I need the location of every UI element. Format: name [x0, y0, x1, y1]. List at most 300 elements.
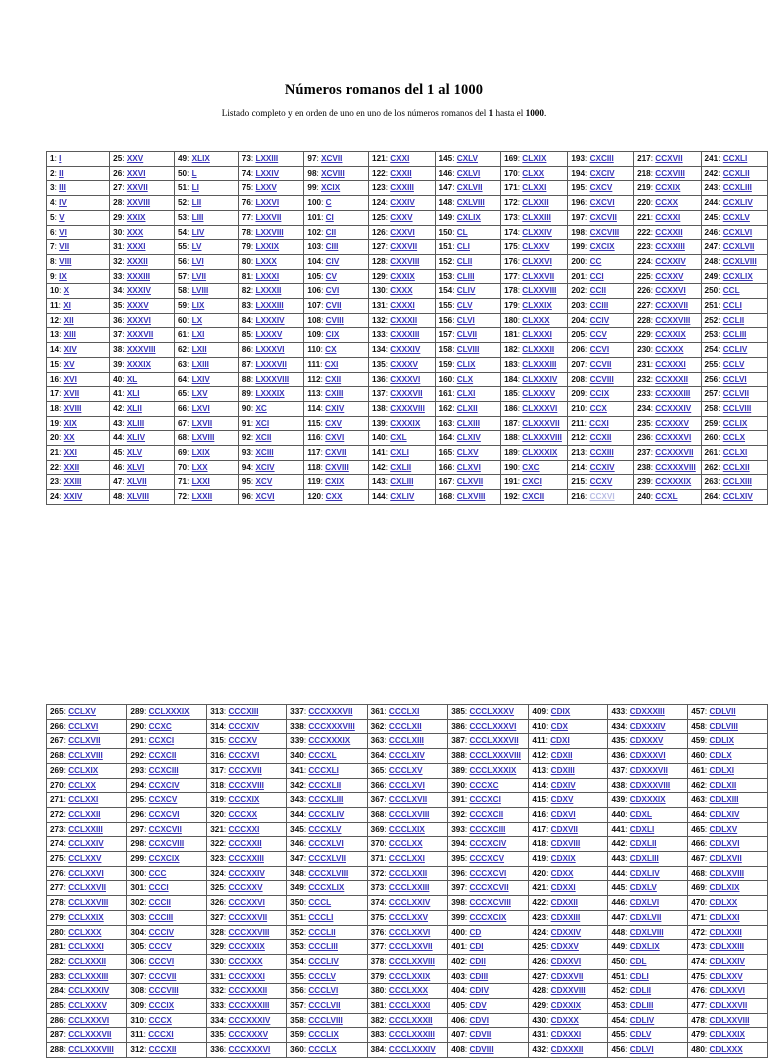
- roman-numeral-link[interactable]: CCCXX: [228, 809, 258, 819]
- roman-numeral-link[interactable]: XXIX: [126, 212, 146, 222]
- roman-numeral-link[interactable]: CCCLV: [308, 971, 336, 981]
- roman-numeral-link[interactable]: LXXXIII: [255, 301, 284, 311]
- roman-numeral-link[interactable]: CCLXIV: [722, 492, 753, 502]
- roman-numeral-link[interactable]: LXVII: [191, 418, 213, 428]
- roman-numeral-link[interactable]: CCCLIV: [308, 956, 339, 966]
- roman-numeral-link[interactable]: CLXXXV: [522, 389, 556, 399]
- roman-numeral-link[interactable]: CCCLXXIV: [388, 898, 431, 908]
- roman-numeral-link[interactable]: CIII: [325, 242, 339, 252]
- roman-numeral-link[interactable]: CXXV: [390, 212, 413, 222]
- roman-numeral-link[interactable]: XCV: [255, 477, 273, 487]
- roman-numeral-link[interactable]: CCCLXVI: [388, 780, 425, 790]
- roman-numeral-link[interactable]: CCLXXV: [68, 854, 102, 864]
- roman-numeral-link[interactable]: CDLXI: [709, 765, 735, 775]
- roman-numeral-link[interactable]: CCCXIV: [228, 721, 260, 731]
- roman-numeral-link[interactable]: CDXLV: [629, 883, 657, 893]
- roman-numeral-link[interactable]: CCLXII: [722, 462, 750, 472]
- roman-numeral-link[interactable]: CCCLXXXVII: [469, 736, 519, 746]
- roman-numeral-link[interactable]: CCXXVIII: [655, 315, 691, 325]
- roman-numeral-link[interactable]: CCCLXXVIII: [388, 956, 435, 966]
- roman-numeral-link[interactable]: CCCXXIV: [228, 868, 265, 878]
- roman-numeral-link[interactable]: LVII: [191, 271, 207, 281]
- roman-numeral-link[interactable]: CDXI: [550, 736, 570, 746]
- roman-numeral-link[interactable]: CCCLXXX: [388, 986, 429, 996]
- roman-numeral-link[interactable]: CCXCV: [148, 795, 178, 805]
- roman-numeral-link[interactable]: CCXVI: [589, 492, 615, 502]
- roman-numeral-link[interactable]: LI: [191, 183, 199, 193]
- roman-numeral-link[interactable]: XXXIV: [126, 286, 151, 296]
- roman-numeral-link[interactable]: CCCXCIV: [469, 839, 507, 849]
- roman-numeral-link[interactable]: XIII: [63, 330, 76, 340]
- roman-numeral-link[interactable]: CCXLI: [722, 154, 748, 163]
- roman-numeral-link[interactable]: CCXXX: [655, 345, 684, 355]
- roman-numeral-link[interactable]: CXXVI: [390, 227, 415, 237]
- roman-numeral-link[interactable]: CLXIV: [456, 433, 481, 443]
- roman-numeral-link[interactable]: CCXCIII: [148, 765, 179, 775]
- roman-numeral-link[interactable]: CDXXIII: [550, 912, 581, 922]
- roman-numeral-link[interactable]: CCCVI: [148, 956, 175, 966]
- roman-numeral-link[interactable]: CDV: [469, 1001, 487, 1011]
- roman-numeral-link[interactable]: CCLXXIX: [68, 912, 104, 922]
- roman-numeral-link[interactable]: CCCXXVII: [228, 912, 268, 922]
- roman-numeral-link[interactable]: CCCXL: [308, 751, 337, 761]
- roman-numeral-link[interactable]: CCXXXVI: [655, 433, 692, 443]
- roman-numeral-link[interactable]: XCI: [255, 418, 270, 428]
- roman-numeral-link[interactable]: CDLXVII: [709, 854, 742, 864]
- roman-numeral-link[interactable]: CCCXXXIV: [228, 1015, 271, 1025]
- roman-numeral-link[interactable]: CDXXVI: [550, 956, 582, 966]
- roman-numeral-link[interactable]: CCXLVII: [722, 242, 755, 252]
- roman-numeral-link[interactable]: CLXXIX: [522, 301, 552, 311]
- roman-numeral-link[interactable]: CXLIX: [456, 212, 481, 222]
- roman-numeral-link[interactable]: CDLXXX: [709, 1045, 743, 1055]
- roman-numeral-link[interactable]: CDVII: [469, 1030, 492, 1040]
- roman-numeral-link[interactable]: CLXXV: [522, 242, 550, 252]
- roman-numeral-link[interactable]: CCLXIX: [68, 765, 99, 775]
- roman-numeral-link[interactable]: LXI: [191, 330, 205, 340]
- roman-numeral-link[interactable]: CXXXIX: [390, 418, 421, 428]
- roman-numeral-link[interactable]: CCCXVII: [228, 765, 262, 775]
- roman-numeral-link[interactable]: CDLIV: [629, 1015, 655, 1025]
- roman-numeral-link[interactable]: CDXXXIII: [629, 707, 665, 716]
- roman-numeral-link[interactable]: LXX: [191, 462, 208, 472]
- roman-numeral-link[interactable]: CCXCVI: [148, 809, 180, 819]
- roman-numeral-link[interactable]: CDLII: [629, 986, 652, 996]
- roman-numeral-link[interactable]: CCCLIX: [308, 1030, 339, 1040]
- roman-numeral-link[interactable]: XXIV: [63, 492, 83, 502]
- roman-numeral-link[interactable]: CCXLIX: [722, 271, 753, 281]
- roman-numeral-link[interactable]: CXLVI: [456, 168, 481, 178]
- roman-numeral-link[interactable]: CDLV: [629, 1030, 652, 1040]
- roman-numeral-link[interactable]: CCXII: [589, 433, 612, 443]
- roman-numeral-link[interactable]: LXXXIV: [255, 315, 285, 325]
- roman-numeral-link[interactable]: CCCLXXXVIII: [469, 751, 521, 761]
- roman-numeral-link[interactable]: CCCLVI: [308, 986, 339, 996]
- roman-numeral-link[interactable]: CLIX: [456, 359, 476, 369]
- roman-numeral-link[interactable]: CCVIII: [589, 374, 614, 384]
- roman-numeral-link[interactable]: CCLVI: [722, 374, 747, 384]
- roman-numeral-link[interactable]: CDXII: [550, 751, 573, 761]
- roman-numeral-link[interactable]: CCLXV: [68, 707, 96, 716]
- roman-numeral-link[interactable]: CCCXXI: [228, 824, 260, 834]
- roman-numeral-link[interactable]: CCCIII: [148, 912, 174, 922]
- roman-numeral-link[interactable]: CXCVIII: [589, 227, 620, 237]
- roman-numeral-link[interactable]: CDLXXII: [709, 927, 742, 937]
- roman-numeral-link[interactable]: CCXXXIX: [655, 477, 692, 487]
- roman-numeral-link[interactable]: CXXVII: [390, 242, 418, 252]
- roman-numeral-link[interactable]: CCLI: [722, 301, 742, 311]
- roman-numeral-link[interactable]: CDXXV: [550, 942, 579, 952]
- roman-numeral-link[interactable]: CCCXXXVI: [228, 1045, 271, 1055]
- roman-numeral-link[interactable]: CCIII: [589, 301, 609, 311]
- roman-numeral-link[interactable]: XLI: [126, 389, 140, 399]
- roman-numeral-link[interactable]: XXVIII: [126, 198, 151, 208]
- roman-numeral-link[interactable]: CLXXXIV: [522, 374, 558, 384]
- roman-numeral-link[interactable]: CDXXXVI: [629, 751, 666, 761]
- roman-numeral-link[interactable]: CCLXXI: [68, 795, 99, 805]
- roman-numeral-link[interactable]: CCXCII: [148, 751, 177, 761]
- roman-numeral-link[interactable]: CCCXCIX: [469, 912, 507, 922]
- roman-numeral-link[interactable]: XIX: [63, 418, 77, 428]
- roman-numeral-link[interactable]: CLX: [456, 374, 474, 384]
- roman-numeral-link[interactable]: CXXXIII: [390, 330, 420, 340]
- roman-numeral-link[interactable]: CCXL: [655, 492, 678, 502]
- roman-numeral-link[interactable]: CCII: [589, 286, 606, 296]
- roman-numeral-link[interactable]: CDLXXI: [709, 912, 740, 922]
- roman-numeral-link[interactable]: CDX: [550, 721, 568, 731]
- roman-numeral-link[interactable]: CCLXXXII: [68, 956, 106, 966]
- roman-numeral-link[interactable]: XII: [63, 315, 74, 325]
- roman-numeral-link[interactable]: CLXXII: [522, 198, 549, 208]
- roman-numeral-link[interactable]: CXXIII: [390, 183, 414, 193]
- roman-numeral-link[interactable]: XCIX: [321, 183, 341, 193]
- roman-numeral-link[interactable]: CCCXVIII: [228, 780, 264, 790]
- roman-numeral-link[interactable]: CIV: [325, 256, 340, 266]
- roman-numeral-link[interactable]: CDXXXVIII: [629, 780, 671, 790]
- roman-numeral-link[interactable]: CLXXX: [522, 315, 550, 325]
- roman-numeral-link[interactable]: CXXIX: [390, 271, 415, 281]
- roman-numeral-link[interactable]: CXX: [325, 492, 343, 502]
- roman-numeral-link[interactable]: XXVII: [126, 183, 148, 193]
- roman-numeral-link[interactable]: CCCXLIX: [308, 883, 345, 893]
- roman-numeral-link[interactable]: CXIX: [325, 477, 345, 487]
- roman-numeral-link[interactable]: CDIX: [550, 707, 571, 716]
- roman-numeral-link[interactable]: CDVI: [469, 1015, 490, 1025]
- roman-numeral-link[interactable]: CCCXXV: [228, 883, 263, 893]
- roman-numeral-link[interactable]: CCCXCV: [469, 854, 505, 864]
- roman-numeral-link[interactable]: CCLIV: [722, 345, 748, 355]
- roman-numeral-link[interactable]: CXLVII: [456, 183, 483, 193]
- roman-numeral-link[interactable]: XVIII: [63, 403, 82, 413]
- roman-numeral-link[interactable]: CXCI: [522, 477, 542, 487]
- roman-numeral-link[interactable]: XXXI: [126, 242, 146, 252]
- roman-numeral-link[interactable]: CCCXLIII: [308, 795, 344, 805]
- roman-numeral-link[interactable]: CCCLXIX: [388, 824, 425, 834]
- roman-numeral-link[interactable]: CCCXC: [469, 780, 499, 790]
- roman-numeral-link[interactable]: CDXIX: [550, 854, 576, 864]
- roman-numeral-link[interactable]: LXXXVII: [255, 359, 287, 369]
- roman-numeral-link[interactable]: CCCLXV: [388, 765, 423, 775]
- roman-numeral-link[interactable]: CXCIV: [589, 168, 615, 178]
- roman-numeral-link[interactable]: CV: [325, 271, 337, 281]
- roman-numeral-link[interactable]: CCLXXVIII: [68, 898, 109, 908]
- roman-numeral-link[interactable]: XXXII: [126, 256, 148, 266]
- roman-numeral-link[interactable]: CLXXVI: [522, 256, 552, 266]
- roman-numeral-link[interactable]: CCCIV: [148, 927, 175, 937]
- roman-numeral-link[interactable]: CDLXXIV: [709, 956, 745, 966]
- roman-numeral-link[interactable]: LIII: [191, 212, 204, 222]
- roman-numeral-link[interactable]: CDXVIII: [550, 839, 581, 849]
- roman-numeral-link[interactable]: CX: [325, 345, 337, 355]
- roman-numeral-link[interactable]: CDLIX: [709, 736, 735, 746]
- roman-numeral-link[interactable]: XCVII: [321, 154, 343, 163]
- roman-numeral-link[interactable]: LV: [191, 242, 202, 252]
- roman-numeral-link[interactable]: CCCXV: [228, 736, 258, 746]
- roman-numeral-link[interactable]: LXIX: [191, 448, 210, 458]
- roman-numeral-link[interactable]: CCCXLV: [308, 824, 342, 834]
- roman-numeral-link[interactable]: CXCV: [589, 183, 613, 193]
- roman-numeral-link[interactable]: CLXVI: [456, 462, 481, 472]
- roman-numeral-link[interactable]: CXCIX: [589, 242, 615, 252]
- roman-numeral-link[interactable]: CIX: [325, 330, 340, 340]
- roman-numeral-link[interactable]: CDXLIII: [629, 854, 659, 864]
- roman-numeral-link[interactable]: CDLI: [629, 971, 649, 981]
- roman-numeral-link[interactable]: CCLV: [722, 359, 745, 369]
- roman-numeral-link[interactable]: XXXV: [126, 301, 149, 311]
- roman-numeral-link[interactable]: CCCLXXV: [388, 912, 429, 922]
- roman-numeral-link[interactable]: CCCXCVII: [469, 883, 509, 893]
- roman-numeral-link[interactable]: XLIV: [126, 433, 146, 443]
- roman-numeral-link[interactable]: CCXXXV: [655, 418, 689, 428]
- roman-numeral-link[interactable]: CCXIX: [655, 183, 681, 193]
- roman-numeral-link[interactable]: LXXVII: [255, 212, 282, 222]
- roman-numeral-link[interactable]: CCI: [589, 271, 604, 281]
- roman-numeral-link[interactable]: CCXXXVIII: [655, 462, 696, 472]
- roman-numeral-link[interactable]: XLV: [126, 448, 143, 458]
- roman-numeral-link[interactable]: II: [59, 168, 64, 178]
- roman-numeral-link[interactable]: XXII: [63, 462, 80, 472]
- roman-numeral-link[interactable]: CCCL: [308, 898, 332, 908]
- roman-numeral-link[interactable]: LVI: [191, 256, 204, 266]
- roman-numeral-link[interactable]: CCCLXXXII: [388, 1015, 433, 1025]
- roman-numeral-link[interactable]: CCCLXXII: [388, 868, 428, 878]
- roman-numeral-link[interactable]: LXXXV: [255, 330, 283, 340]
- roman-numeral-link[interactable]: CDII: [469, 956, 486, 966]
- roman-numeral-link[interactable]: CDI: [469, 942, 484, 952]
- roman-numeral-link[interactable]: LVIII: [191, 286, 209, 296]
- roman-numeral-link[interactable]: CCCLXXIX: [388, 971, 431, 981]
- roman-numeral-link[interactable]: CCCXCVI: [469, 868, 507, 878]
- roman-numeral-link[interactable]: CXCIII: [589, 154, 614, 163]
- roman-numeral-link[interactable]: CDXLII: [629, 839, 657, 849]
- roman-numeral-link[interactable]: XLII: [126, 403, 142, 413]
- roman-numeral-link[interactable]: CVII: [325, 301, 342, 311]
- roman-numeral-link[interactable]: XLVIII: [126, 492, 149, 502]
- roman-numeral-link[interactable]: LX: [191, 315, 203, 325]
- roman-numeral-link[interactable]: XX: [63, 433, 75, 443]
- roman-numeral-link[interactable]: CCXX: [655, 198, 679, 208]
- roman-numeral-link[interactable]: CDLVI: [629, 1045, 654, 1055]
- roman-numeral-link[interactable]: CCCLXXXV: [469, 707, 515, 716]
- roman-numeral-link[interactable]: CCLXXXVIII: [68, 1045, 114, 1055]
- roman-numeral-link[interactable]: CDVIII: [469, 1045, 494, 1055]
- roman-numeral-link[interactable]: CXXXVIII: [390, 403, 425, 413]
- roman-numeral-link[interactable]: CXII: [325, 374, 342, 384]
- roman-numeral-link[interactable]: CCCXXXV: [228, 1030, 269, 1040]
- roman-numeral-link[interactable]: CDXXIV: [550, 927, 582, 937]
- roman-numeral-link[interactable]: CCLXXXIII: [68, 971, 109, 981]
- roman-numeral-link[interactable]: CCCXXXIX: [308, 736, 351, 746]
- roman-numeral-link[interactable]: IV: [59, 198, 67, 208]
- roman-numeral-link[interactable]: CCLXXIII: [68, 824, 103, 834]
- roman-numeral-link[interactable]: CCCVIII: [148, 986, 179, 996]
- roman-numeral-link[interactable]: CLI: [456, 242, 470, 252]
- roman-numeral-link[interactable]: CCCXLIV: [308, 809, 345, 819]
- roman-numeral-link[interactable]: CLXXXIII: [522, 359, 557, 369]
- roman-numeral-link[interactable]: CDXX: [550, 868, 574, 878]
- roman-numeral-link[interactable]: CCXV: [589, 477, 613, 487]
- roman-numeral-link[interactable]: CXLIV: [390, 492, 415, 502]
- roman-numeral-link[interactable]: CCCLXXXI: [388, 1001, 431, 1011]
- roman-numeral-link[interactable]: CCLVIII: [722, 403, 752, 413]
- roman-numeral-link[interactable]: CDLX: [709, 751, 732, 761]
- roman-numeral-link[interactable]: CCCXLVIII: [308, 868, 349, 878]
- roman-numeral-link[interactable]: CXXVIII: [390, 256, 420, 266]
- roman-numeral-link[interactable]: CLIII: [456, 271, 475, 281]
- roman-numeral-link[interactable]: CCXXV: [655, 271, 684, 281]
- roman-numeral-link[interactable]: CCCLVIII: [308, 1015, 343, 1025]
- roman-numeral-link[interactable]: CCXLVIII: [722, 256, 757, 266]
- roman-numeral-link[interactable]: CDXV: [550, 795, 574, 805]
- roman-numeral-link[interactable]: CDXIII: [550, 765, 575, 775]
- roman-numeral-link[interactable]: CCXCIX: [148, 854, 180, 864]
- roman-numeral-link[interactable]: LXVIII: [191, 433, 215, 443]
- roman-numeral-link[interactable]: XIV: [63, 345, 77, 355]
- roman-numeral-link[interactable]: VI: [59, 227, 67, 237]
- roman-numeral-link[interactable]: CDXXXV: [629, 736, 664, 746]
- roman-numeral-link[interactable]: CCCI: [148, 883, 169, 893]
- roman-numeral-link[interactable]: XC: [255, 403, 267, 413]
- roman-numeral-link[interactable]: LXXIX: [255, 242, 280, 252]
- roman-numeral-link[interactable]: LXXVI: [255, 198, 280, 208]
- roman-numeral-link[interactable]: LXIII: [191, 359, 209, 369]
- roman-numeral-link[interactable]: IX: [59, 271, 67, 281]
- roman-numeral-link[interactable]: CLXXXI: [522, 330, 552, 340]
- roman-numeral-link[interactable]: CLXXXVII: [522, 418, 560, 428]
- roman-numeral-link[interactable]: CDXLIV: [629, 868, 660, 878]
- roman-numeral-link[interactable]: CXI: [324, 359, 339, 369]
- roman-numeral-link[interactable]: LXXXIX: [255, 389, 285, 399]
- roman-numeral-link[interactable]: X: [63, 286, 70, 296]
- roman-numeral-link[interactable]: CCXXXIII: [655, 389, 691, 399]
- roman-numeral-link[interactable]: CCXXXIV: [655, 403, 692, 413]
- roman-numeral-link[interactable]: LXXXVIII: [255, 374, 290, 384]
- roman-numeral-link[interactable]: CCCXXVI: [228, 898, 265, 908]
- roman-numeral-link[interactable]: CLVI: [456, 315, 475, 325]
- roman-numeral-link[interactable]: CCXXVI: [655, 286, 686, 296]
- roman-numeral-link[interactable]: CLV: [456, 301, 473, 311]
- roman-numeral-link[interactable]: CCCLXXXIII: [388, 1030, 435, 1040]
- roman-numeral-link[interactable]: CCLIII: [722, 330, 747, 340]
- roman-numeral-link[interactable]: LXXIV: [255, 168, 280, 178]
- roman-numeral-link[interactable]: CCXXI: [655, 212, 681, 222]
- roman-numeral-link[interactable]: CCIX: [589, 389, 610, 399]
- roman-numeral-link[interactable]: CDXLVII: [629, 912, 662, 922]
- roman-numeral-link[interactable]: CCCIX: [148, 1001, 175, 1011]
- roman-numeral-link[interactable]: CCCXCVIII: [469, 898, 511, 908]
- roman-numeral-link[interactable]: XXXVIII: [126, 345, 156, 355]
- roman-numeral-link[interactable]: CDLVII: [709, 707, 736, 716]
- roman-numeral-link[interactable]: LXXVIII: [255, 227, 284, 237]
- roman-numeral-link[interactable]: CXXX: [390, 286, 413, 296]
- roman-numeral-link[interactable]: CDXXVIII: [550, 986, 586, 996]
- roman-numeral-link[interactable]: CLXIII: [456, 418, 480, 428]
- roman-numeral-link[interactable]: CCLXXIV: [68, 839, 104, 849]
- roman-numeral-link[interactable]: CCXCVII: [148, 824, 182, 834]
- roman-numeral-link[interactable]: CCLX: [722, 433, 746, 443]
- roman-numeral-link[interactable]: CCXXII: [655, 227, 683, 237]
- roman-numeral-link[interactable]: CL: [456, 227, 468, 237]
- roman-numeral-link[interactable]: CCXXIX: [655, 330, 686, 340]
- roman-numeral-link[interactable]: CLXXXVIII: [522, 433, 562, 443]
- roman-numeral-link[interactable]: CII: [325, 227, 337, 237]
- roman-numeral-link[interactable]: CDLXXVI: [709, 986, 745, 996]
- roman-numeral-link[interactable]: CCXIV: [589, 462, 615, 472]
- roman-numeral-link[interactable]: XV: [63, 359, 75, 369]
- roman-numeral-link[interactable]: CXLVIII: [456, 198, 485, 208]
- roman-numeral-link[interactable]: CCXXXVII: [655, 448, 694, 458]
- roman-numeral-link[interactable]: CCCLIII: [308, 942, 338, 952]
- roman-numeral-link[interactable]: CXVII: [325, 448, 347, 458]
- roman-numeral-link[interactable]: CXV: [325, 418, 343, 428]
- roman-numeral-link[interactable]: CCCXI: [148, 1030, 174, 1040]
- roman-numeral-link[interactable]: CCCXLII: [308, 780, 342, 790]
- roman-numeral-link[interactable]: CDXXI: [550, 883, 576, 893]
- roman-numeral-link[interactable]: CLVIII: [456, 345, 480, 355]
- roman-numeral-link[interactable]: CDLXXVIII: [709, 1015, 750, 1025]
- roman-numeral-link[interactable]: CCLII: [722, 315, 745, 325]
- roman-numeral-link[interactable]: CCCLXII: [388, 721, 422, 731]
- roman-numeral-link[interactable]: CDXXX: [550, 1015, 579, 1025]
- roman-numeral-link[interactable]: CLXXIII: [522, 212, 551, 222]
- roman-numeral-link[interactable]: CDLXIII: [709, 795, 739, 805]
- roman-numeral-link[interactable]: CCXLIV: [722, 198, 753, 208]
- roman-numeral-link[interactable]: CDLXXIX: [709, 1030, 745, 1040]
- roman-numeral-link[interactable]: CXC: [522, 462, 540, 472]
- roman-numeral-link[interactable]: CXCVII: [589, 212, 617, 222]
- roman-numeral-link[interactable]: XXXIII: [126, 271, 151, 281]
- roman-numeral-link[interactable]: CCCLXX: [388, 839, 423, 849]
- roman-numeral-link[interactable]: XI: [63, 301, 71, 311]
- roman-numeral-link[interactable]: XXI: [63, 448, 77, 458]
- roman-numeral-link[interactable]: CCCLII: [308, 927, 336, 937]
- roman-numeral-link[interactable]: XXV: [126, 154, 144, 163]
- roman-numeral-link[interactable]: CCCLXI: [388, 707, 420, 716]
- roman-numeral-link[interactable]: CCLXVI: [68, 721, 99, 731]
- roman-numeral-link[interactable]: CDXIV: [550, 780, 576, 790]
- roman-numeral-link[interactable]: CD: [469, 927, 482, 937]
- roman-numeral-link[interactable]: CCLXVII: [68, 736, 101, 746]
- roman-numeral-link[interactable]: XXX: [126, 227, 144, 237]
- roman-numeral-link[interactable]: CCLXVIII: [68, 751, 103, 761]
- roman-numeral-link[interactable]: CXXXV: [390, 359, 419, 369]
- roman-numeral-link[interactable]: CCLXXXIV: [68, 986, 110, 996]
- roman-numeral-link[interactable]: CCX: [589, 403, 607, 413]
- roman-numeral-link[interactable]: CCLXXX: [68, 927, 102, 937]
- roman-numeral-link[interactable]: CCCX: [148, 1015, 172, 1025]
- roman-numeral-link[interactable]: CLXXXII: [522, 345, 555, 355]
- roman-numeral-link[interactable]: LXVI: [191, 403, 210, 413]
